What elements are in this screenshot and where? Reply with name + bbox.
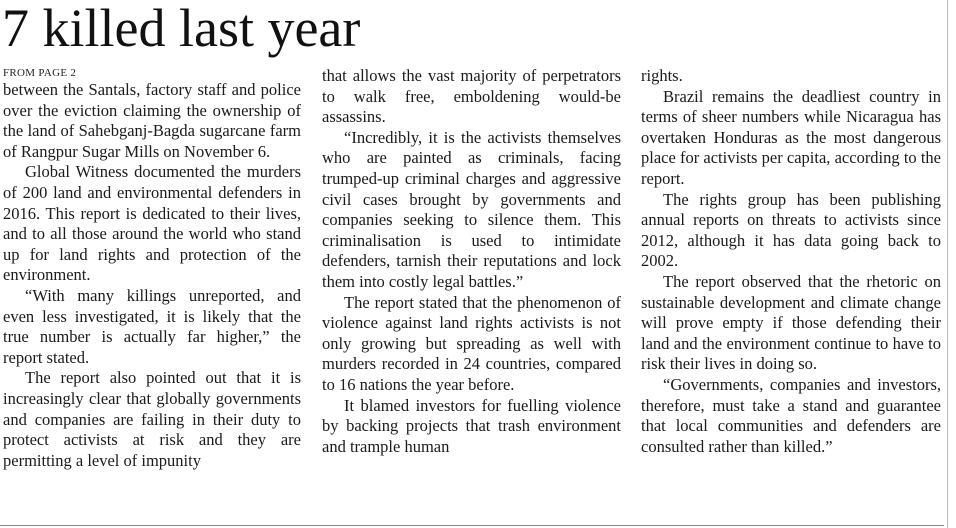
- paragraph: Global Witness documented the murders of 200 land and environmental defenders in 2016. This report is dedicated to their lives, and to all those around the world who stand up for land rights and protection of the environment.: [3, 162, 301, 285]
- paragraph: “Governments, companies and investors, therefore, must take a stand and guarantee that local communities and defenders are consulted rather than killed.”: [641, 374, 941, 456]
- paragraph: The report also pointed out that it is increasingly clear that globally governments and companies are failing in their duty to protect activists at risk and they are permitting a level of impunity: [3, 368, 301, 470]
- right-edge-rule: [947, 0, 948, 528]
- paragraph: “With many killings unreported, and even less investigated, it is likely that the true number is actually far higher,” the report stated.: [3, 285, 301, 367]
- bottom-rule: [0, 525, 944, 526]
- jump-label: FROM PAGE 2: [3, 67, 77, 79]
- article-column-1: [3, 80, 301, 471]
- paragraph: “Incredibly, it is the activists themselves who are painted as criminals, facing trumped-up criminal charges and aggressive civil cases brought by governments and companies seeking to silence them. This criminalisation is used to intimidate defenders, tarnish their reputations and lock them into costly legal battles.”: [322, 127, 621, 291]
- paragraph: between the Santals, factory staff and police over the eviction claiming the ownership of the land of Sahebganj-Bagda sugarcane farm of Rangpur Sugar Mills on November 6.: [3, 80, 301, 161]
- paragraph: It blamed investors for fuelling violence by backing projects that trash environment and trample human: [322, 395, 621, 456]
- article-column-3: [641, 66, 941, 457]
- paragraph: that allows the vast majority of perpetrators to walk free, emboldening would-be assassins.: [322, 66, 621, 127]
- paragraph: Brazil remains the deadliest country in terms of sheer numbers while Nicaragua has overtaken Honduras as the most dangerous place for activists per capita, according to the report.: [641, 86, 941, 188]
- paragraph: rights.: [641, 66, 683, 85]
- paragraph: The report stated that the phenomenon of violence against land rights activists is not only growing but spreading as well with murders recorded in 24 countries, compared to 16 nations the year before.: [322, 292, 621, 394]
- paragraph: The rights group has been publishing annual reports on threats to activists since 2012, although it has data going back to 2002.: [641, 189, 941, 271]
- paragraph: The report observed that the rhetoric on sustainable development and climate change will prove empty if those defending their land and the environment continue to have to risk their lives in doing so.: [641, 271, 941, 374]
- article-column-2: [322, 66, 621, 457]
- headline: 7 killed last year: [2, 0, 361, 58]
